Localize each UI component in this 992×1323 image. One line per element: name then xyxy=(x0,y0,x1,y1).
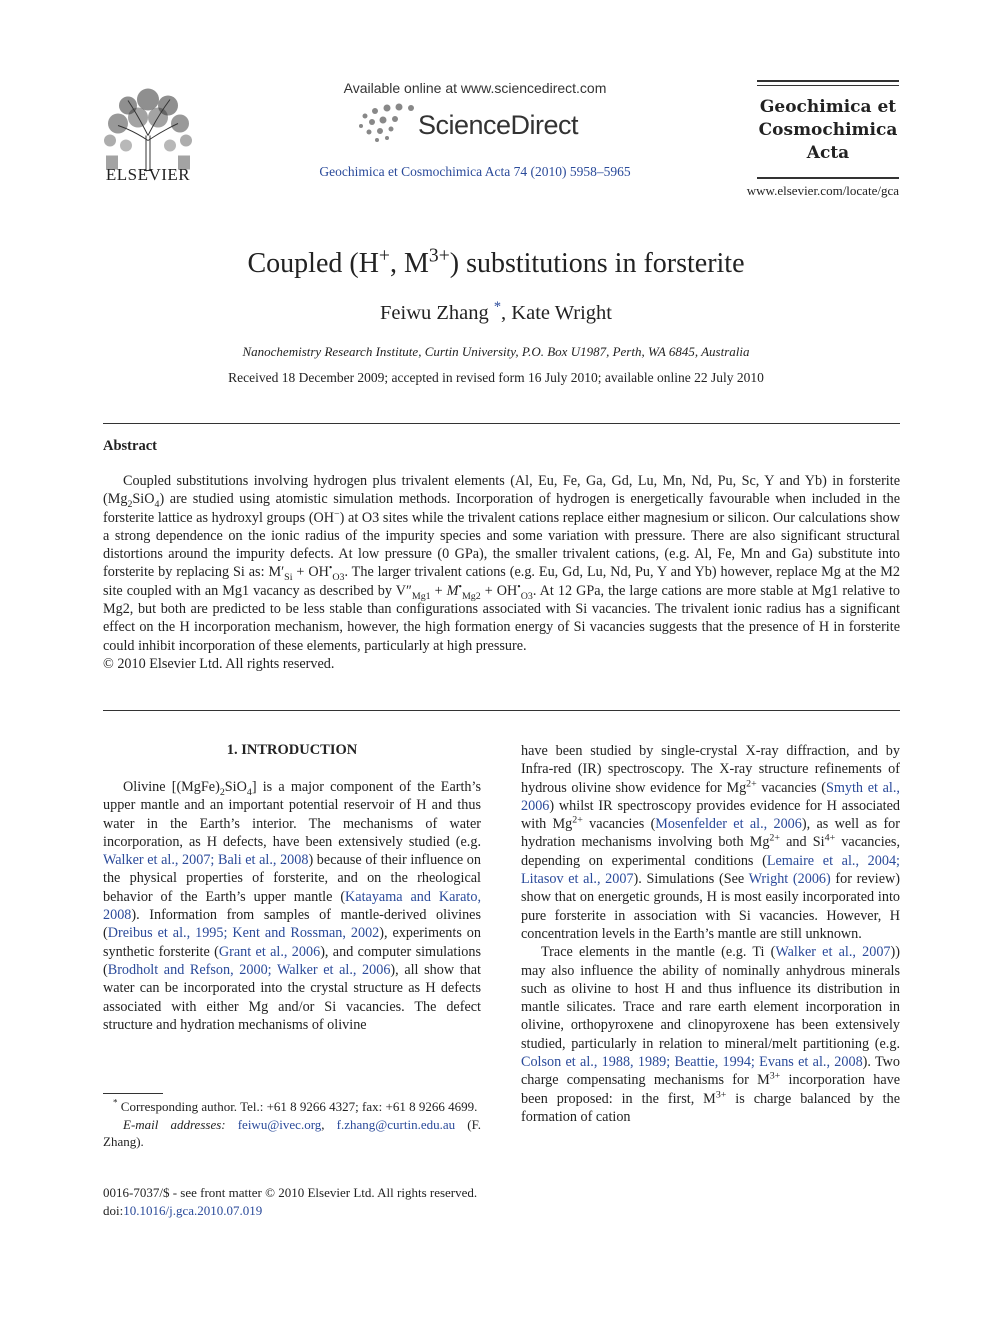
citation-link[interactable]: Mosenfelder et al., 2006 xyxy=(655,816,802,833)
footnote-divider xyxy=(103,1093,163,1094)
abstract-body xyxy=(103,472,900,673)
citation-link[interactable]: Dreibus et al., 1995; Kent and Rossman, 2002 xyxy=(107,925,380,942)
citation-link[interactable]: Smyth et al., 2006 xyxy=(521,779,900,814)
citation-link[interactable]: Walker et al., 2007; Bali et al., 2008 xyxy=(103,852,309,869)
title-part: , M xyxy=(389,248,429,279)
citation-link[interactable]: Walker et al., 2007 xyxy=(775,944,891,961)
footnote-mark: * xyxy=(113,1097,118,1108)
body-paragraph: Olivine $[(MgFe)_2SiO_4]$ is a major component of the Earth’s upper mantle and an important potential reservoir of H and thus water in the Earth’s interior. The mechanisms of water incorporation, as H defects, have been extensively studied (e.g. Walker et al., 2007; Bali et al., 2008) because of their influence on the physical properties of forsterite, and on the rheological behavior of the Earth’s upper mantle (Katayama and Karato, 2008). Information from samples of mantle-derived olivines (Dreibus et al., 1995; Kent and Rossman, 2002), experiments on synthetic forsterite (Grant et al., 2006), and computer simulations (Brodholt and Refson, 2000; Walker et al., 2006), all show that water can be incorporated into the crystal structure as H defects associated with either Mg and/or Si vacancies. The defect structure and hydration mechanisms of olivine xyxy=(103,779,482,1033)
body-paragraph: have been studied by single-crystal X-ray diffraction, and by Infra-red (IR) spectroscopy. The X-ray structure refinements of hydrous olivine show evidence for $Mg^{2+}$ vacancies (Smyth et al., 2006) whilst IR spectroscopy provides evidence for H associated with $Mg^{2+}$ vacancies (Mosenfelder et al., 2006), as well as for hydration mechanisms involving both $Mg^{2+}$ and $Si^{4+}$ vacancies, depending on experimental conditions (Lemaire et al., 2004; Litasov et al., 2007). Simulations (See Wright (2006) for review) show that on energetic grounds, H is most easily incorporated into pure forsterite in association with Si vacancies. However, H concentration levels in the Earth’s mantle are still unknown. xyxy=(521,743,901,942)
sciencedirect-wordmark: ScienceDirect xyxy=(418,110,579,140)
email-label: E-mail addresses: xyxy=(123,1116,226,1132)
title-superscript: + xyxy=(378,245,390,267)
author-list xyxy=(0,299,992,325)
citation-link[interactable]: Katayama and Karato, 2008 xyxy=(103,888,481,924)
journal-citation-link[interactable]: Geochimica et Cosmochimica Acta 74 (2010) 5958–5965 xyxy=(319,164,631,179)
body-paragraph: Trace elements in the mantle (e.g. Ti (Walker et al., 2007)) may also influence the ability of nominally anhydrous minerals such as olivine to host H and thus influence its distribution in mantle silicates. Trace and rare earth element incorporation in olivine, orthopyroxene and clinopyroxene has been extensively studied, particularly in relation to mineral/melt partitioning (e.g. Colson et al., 1988, 1989; Beattie, 1994; Evans et al., 2008). Two charge compensating mechanisms for $M^{3+}$ incorporation have been proposed: in the first, $M^{3+}$ is charge balanced by the formation of cation xyxy=(521,944,901,1125)
citation-link[interactable]: Brodholt and Refson, 2000; Walker et al., 2006 xyxy=(107,961,391,978)
article-dates: Received 18 December 2009; accepted in revised form 16 July 2010; available online 22 July 2010 xyxy=(228,370,764,385)
abstract-heading: Abstract xyxy=(103,438,157,454)
author-name: Feiwu Zhang xyxy=(380,302,489,324)
doi-link[interactable]: 10.1016/j.gca.2010.07.019 xyxy=(123,1203,263,1218)
author-name: , Kate Wright xyxy=(501,302,612,324)
title-part: ) substitutions in forsterite xyxy=(449,248,745,279)
doi-label: doi: xyxy=(103,1203,124,1218)
affiliation: Nanochemistry Research Institute, Curtin University, P.O. Box U1987, Perth, WA 6845, Australia xyxy=(242,344,750,359)
journal-url-link[interactable]: www.elsevier.com/locate/gca xyxy=(746,183,899,198)
email-suffix: (F. Zhang). xyxy=(103,1116,482,1149)
article-title xyxy=(0,245,992,280)
citation-link[interactable]: Wright (2006) xyxy=(748,871,831,888)
journal-title-box xyxy=(757,80,899,179)
footnote: * Corresponding author. Tel.: +61 8 9266 4327; fax: +61 8 9266 4699. E-mail addresses: feiwu@ivec.org, f.zhang@curtin.edu.au (F. Zhang). xyxy=(103,1097,482,1149)
email-link[interactable]: f.zhang@curtin.edu.au xyxy=(336,1116,456,1132)
journal-name-line: Cosmochimica xyxy=(758,120,898,140)
body-column-left xyxy=(103,778,481,1034)
journal-name-line: Geochimica et xyxy=(759,97,897,117)
available-online-text: Available online at www.sciencedirect.com xyxy=(343,80,607,96)
publisher-name: ELSEVIER xyxy=(105,165,191,184)
corresponding-author-info: Corresponding author. Tel.: +61 8 9266 4327; fax: +61 8 9266 4699. xyxy=(120,1099,478,1114)
citation-link[interactable]: Colson et al., 1988, 1989; Beattie, 1994; Evans et al., 2008 xyxy=(521,1054,863,1071)
journal-name xyxy=(757,96,899,165)
divider xyxy=(103,710,900,711)
citation-link[interactable]: Lemaire et al., 2004; Litasov et al., 2007 xyxy=(521,852,900,888)
title-part: Coupled (H xyxy=(247,248,379,279)
issn-line: 0016-7037/$ - see front matter © 2010 Elsevier Ltd. All rights reserved. xyxy=(103,1185,478,1200)
email-link[interactable]: feiwu@ivec.org xyxy=(237,1116,322,1132)
section-heading: 1. INTRODUCTION xyxy=(226,742,358,758)
body-column-right xyxy=(521,742,900,1126)
page-footer xyxy=(103,1184,477,1220)
title-superscript: 3+ xyxy=(428,245,450,267)
copyright: © 2010 Elsevier Ltd. All rights reserved. xyxy=(103,655,335,672)
citation-link[interactable]: Grant et al., 2006 xyxy=(218,943,321,960)
divider xyxy=(103,423,900,424)
corresponding-author-mark[interactable]: * xyxy=(493,299,502,316)
journal-name-line: Acta xyxy=(806,143,850,163)
abstract-paragraph: Coupled substitutions involving hydrogen plus trivalent elements (Al, Eu, Fe, Ga, Gd, Lu, Mn, Nd, Pu, Sc, Y and Yb) in forsterite $(Mg_2SiO_4)$ are studied using atomistic simulation methods. Incorporation of hydrogen is energetically favourable when included in the forsterite lattice as hydroxyl groups (OH−) at O3 sites while the trivalent cations replace either magnesium or silicon. Our calculations show a strong dependence on the ionic radius of the impurity species and some variation with pressure. There are also significant structural distortions around the impurity defects. At low pressure (0 GPa), the smaller trivalent cations, (e.g. Al, Fe, Mn and Ga) substitute into forsterite by replacing Si as: $M'_{Si} + OH^•_{O3}$. The larger trivalent cations (e.g. Eu, Gd, Lu, Nd, Pu, Y and Yb) however, replace Mg at the M2 site coupled with an Mg1 vacancy as described by $V''_{Mg1} + M^•_{Mg2} + OH^•_{O3}$. At 12 GPa, the large cations are more stable at Mg1 relative to Mg2, but both are predicted to be less stable than configurations associated with Si vacancies. The trivalent ionic radius has a significant effect on the H incorporation mechanism, however, the high formation energy of Si vacancies suggests that the presence of H in forsterite could inhibit incorporation of these elements, particularly at high pressure. xyxy=(103,473,900,654)
